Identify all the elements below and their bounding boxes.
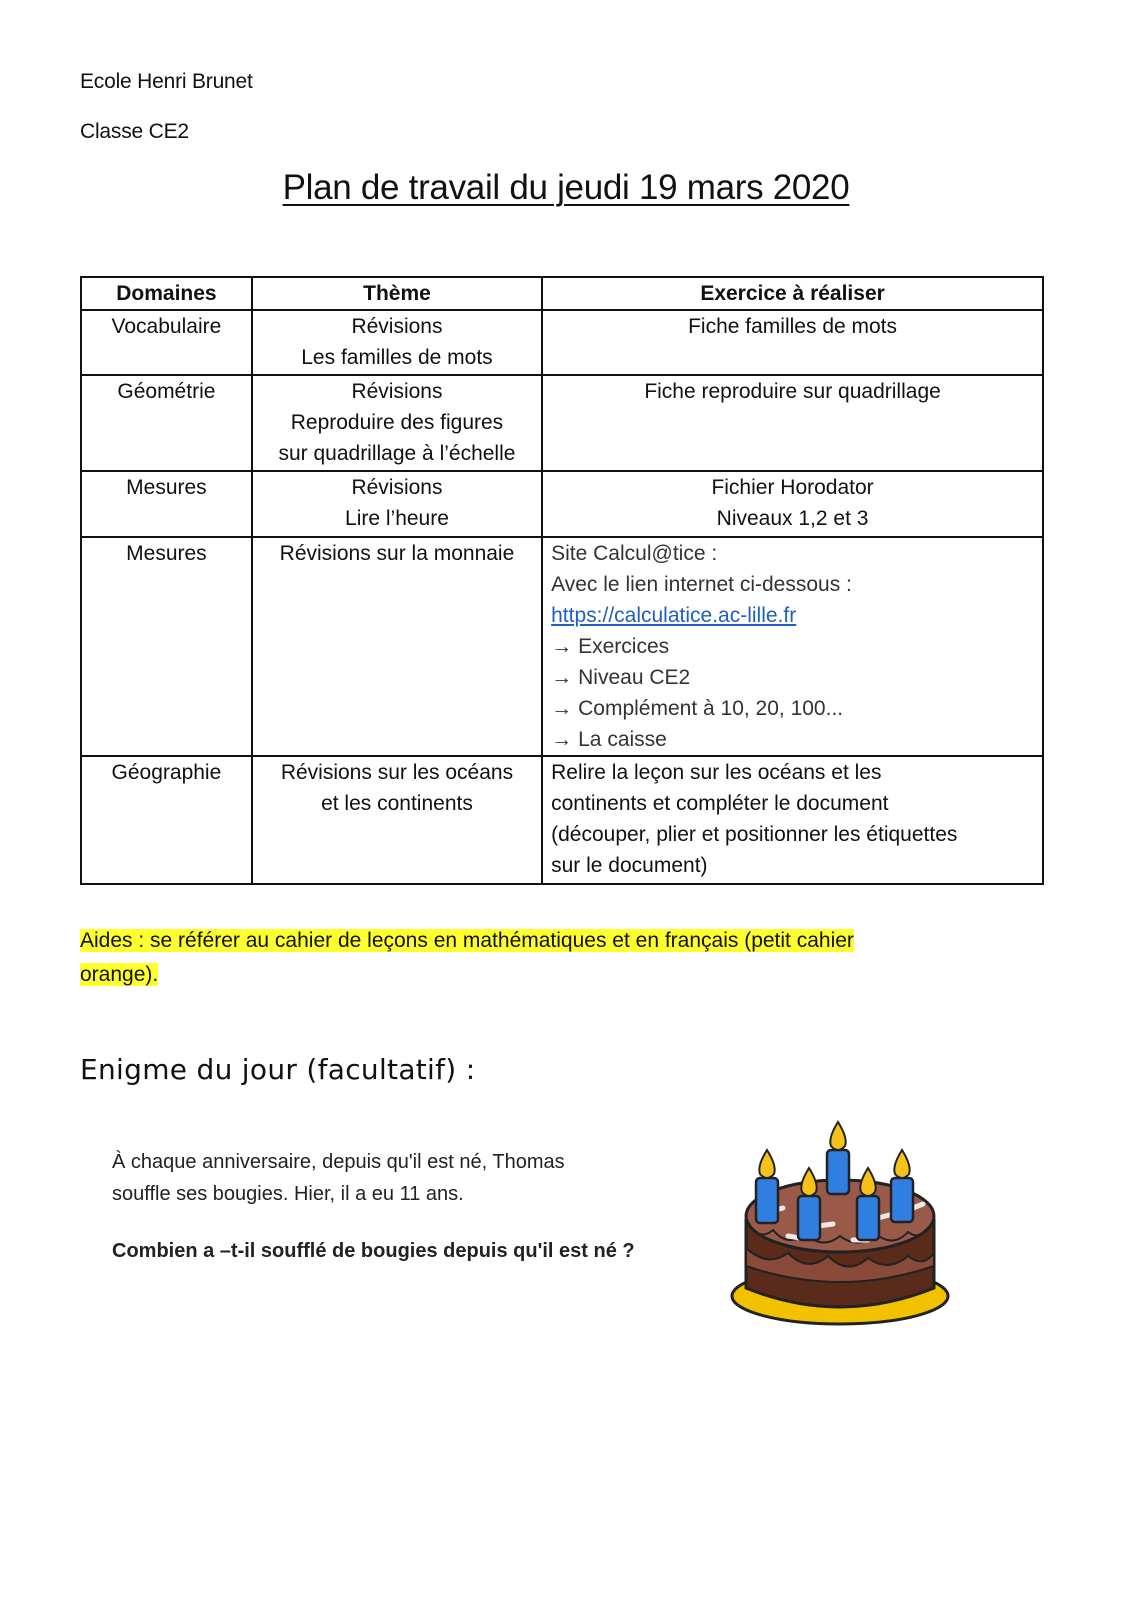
table-row [81, 471, 1043, 537]
step-item [551, 662, 1034, 693]
table-header-row [81, 277, 1043, 310]
cell-exercice [542, 471, 1043, 537]
arrow-right-icon: → [551, 635, 573, 658]
step-label: Niveau CE2 [578, 666, 691, 689]
page-title: Plan de travail du jeudi 19 mars 2020 [282, 168, 850, 207]
theme-line: Lire l’heure [345, 507, 449, 530]
enigme-title: Enigme du jour (facultatif) : [80, 1053, 476, 1086]
table-row [81, 375, 1043, 471]
cell-domaine: Vocabulaire [81, 310, 252, 375]
cell-exercice [542, 375, 1043, 471]
calculatice-link[interactable]: https://calculatice.ac-lille.fr [551, 604, 797, 627]
exercice-line: Fiche reproduire sur quadrillage [644, 380, 941, 403]
theme-line: Révisions [351, 315, 443, 338]
class-name: Classe CE2 [80, 120, 189, 143]
cell-domaine: Mesures [81, 471, 252, 537]
cell-theme [252, 375, 542, 471]
cell-exercice [542, 310, 1043, 375]
cell-theme [252, 756, 542, 884]
exercice-line: Relire la leçon sur les océans et les [551, 761, 882, 784]
aides-note [80, 924, 980, 992]
step-item [551, 631, 1034, 662]
cell-domaine: Mesures [81, 537, 252, 756]
step-item [551, 724, 1034, 755]
aides-line-2: orange). [80, 963, 159, 986]
exercice-line: Niveaux 1,2 et 3 [716, 507, 869, 530]
column-header-theme: Thème [252, 277, 542, 310]
cell-theme [252, 471, 542, 537]
cell-theme [252, 310, 542, 375]
exercice-line: Avec le lien internet ci-dessous : [551, 573, 852, 596]
school-name: Ecole Henri Brunet [80, 70, 253, 93]
exercice-line: continents et compléter le document [551, 792, 889, 815]
theme-line: Les familles de mots [301, 346, 493, 369]
theme-line: Révisions [351, 476, 443, 499]
arrow-right-icon: → [551, 666, 573, 689]
aides-line-1: Aides : se référer au cahier de leçons en mathématiques et en français (petit cahier [80, 929, 854, 952]
cell-domaine: Géométrie [81, 375, 252, 471]
enigme-text-line: À chaque anniversaire, depuis qu'il est né, Thomas [112, 1151, 565, 1173]
exercice-line: Fichier Horodator [711, 476, 874, 499]
exercice-line: sur le document) [551, 854, 708, 877]
birthday-cake-icon [728, 1108, 958, 1333]
table-row [81, 537, 1043, 756]
theme-line: Révisions sur la monnaie [279, 542, 515, 565]
exercice-line: Fiche familles de mots [688, 315, 898, 338]
cell-exercice [542, 537, 1043, 756]
theme-line: Reproduire des figures [290, 411, 504, 434]
step-item [551, 693, 1034, 724]
theme-line: sur quadrillage à l’échelle [278, 442, 516, 465]
table-row [81, 310, 1043, 375]
theme-line: et les continents [321, 792, 473, 815]
column-header-domaines: Domaines [81, 277, 252, 310]
exercice-line: Site Calcul@tice : [551, 542, 718, 565]
arrow-right-icon: → [551, 697, 573, 720]
table-row [81, 756, 1043, 884]
cell-theme [252, 537, 542, 756]
column-header-exercice: Exercice à réaliser [542, 277, 1043, 310]
exercice-line: (découper, plier et positionner les étiquettes [551, 823, 958, 846]
cell-domaine: Géographie [81, 756, 252, 884]
theme-line: Révisions sur les océans [280, 761, 514, 784]
enigme-question: Combien a –t-il soufflé de bougies depuis qu'il est né ? [112, 1240, 635, 1262]
enigme-text-line: souffle ses bougies. Hier, il a eu 11 ans. [112, 1183, 464, 1205]
cell-exercice [542, 756, 1043, 884]
work-plan-table [80, 276, 1044, 885]
step-label: La caisse [578, 728, 667, 751]
step-label: Exercices [578, 635, 670, 658]
theme-line: Révisions [351, 380, 443, 403]
arrow-right-icon: → [551, 728, 573, 751]
step-label: Complément à 10, 20, 100... [578, 697, 844, 720]
enigme-text [112, 1146, 712, 1210]
